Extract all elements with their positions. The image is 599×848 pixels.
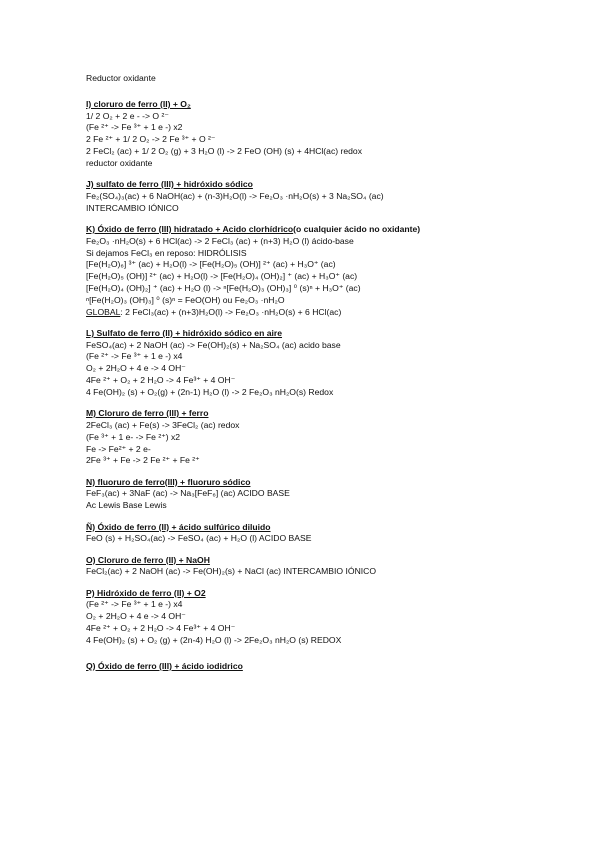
equation-line: Si dejamos FeCl₃ en reposo: HIDRÓLISIS — [86, 247, 247, 258]
global-equation: : 2 FeCl₃(ac) + (n+3)H₂O(l) -> Fe₂O₃ ·nH₂O(s) + 6 HCl(ac) — [120, 306, 342, 317]
equation-line: 2FeCl₃ (ac) + Fe(s) -> 3FeCl₂ (ac) redox — [86, 419, 240, 430]
section-heading-k-note: (o cualquier ácido no oxidante) — [293, 223, 421, 234]
equation-line: O₂ + 2H₂O + 4 e -> 4 OH⁻ — [86, 363, 186, 374]
equation-line: 2Fe ³⁺ + Fe -> 2 Fe ²⁺ + Fe ²⁺ — [86, 455, 200, 466]
equation-line: 4 Fe(OH)₂ (s) + O₂ (g) + (2n-4) H₂O (l) -> 2Fe₂O₃ nH₂O (s) REDOX — [86, 634, 342, 645]
section-heading-n: N) fluoruro de ferro(III) + fluoruro sódico — [86, 476, 251, 487]
section-heading-l: L) Sulfato de ferro (II) + hidróxido sódico en aire — [86, 327, 283, 338]
section-heading-j: J) sulfato de ferro (III) + hidróxido sódico — [86, 179, 253, 190]
equation-line: (Fe ²⁺ -> Fe ³⁺ + 1 e -) x4 — [86, 351, 183, 362]
equation-line: [Fe(H₂O)₆] ³⁺ (ac) + H₂O(l) -> [Fe(H₂O)₅ (OH)] ²⁺ (ac) + H₃O⁺ (ac) — [86, 259, 336, 270]
intro-line: Reductor oxidante — [86, 73, 156, 83]
equation-line: INTERCAMBIO IÓNICO — [86, 202, 179, 213]
section-heading-p: P) Hidróxido de ferro (II) + O2 — [86, 587, 206, 598]
equation-line: Fe₂O₃ ·nH₂O(s) + 6 HCl(ac) -> 2 FeCl₃ (ac) + (n+3) H₂O (l) ácido-base — [86, 235, 354, 246]
equation-line: FeCl₂(ac) + 2 NaOH (ac) -> Fe(OH)₂(s) + NaCl (ac) INTERCAMBIO IÓNICO — [86, 566, 377, 577]
equation-line: 4Fe ²⁺ + O₂ + 2 H₂O -> 4 Fe³⁺ + 4 OH⁻ — [86, 375, 236, 386]
equation-line: [Fe(H₂O)₄ (OH)₂] ⁺ (ac) + H₂O (l) -> ⁿ[Fe(H₂O)₃ (OH)₃] ⁰ (s)ⁿ + H₃O⁺ (ac) — [86, 282, 361, 293]
section-heading-k — [86, 224, 586, 236]
equation-line: reductor oxidante — [86, 157, 153, 168]
document-content — [86, 73, 586, 672]
equation-line: 1/ 2 O₂ + 2 e - -> O ²⁻ — [86, 110, 169, 121]
section-heading-enye: Ñ) Óxido de ferro (II) + ácido sulfúrico diluido — [86, 521, 271, 532]
section-heading-k-title: K) Óxido de ferro (III) hidratado + Acido clorhídrico — [86, 223, 294, 234]
equation-line: FeO (s) + H₂SO₄(ac) -> FeSO₄ (ac) + H₂O (l) ACIDO BASE — [86, 533, 312, 544]
equation-line: ⁿ[Fe(H₂O)₃ (OH)₃] ⁰ (s)ⁿ = FeO(OH) ou Fe₂O₃ ·nH₂O — [86, 294, 285, 305]
equation-line: 2 FeCl₂ (ac) + 1/ 2 O₂ (g) + 3 H₂O (l) -> 2 FeO (OH) (s) + 4HCl(ac) redox — [86, 145, 362, 156]
equation-line: Fe -> Fe²⁺ + 2 e- — [86, 443, 151, 454]
equation-line: Fe₂(SO₄)₃(ac) + 6 NaOH(ac) + (n-3)H₂O(l) -> Fe₂O₃ ·nH₂O(s) + 3 Na₂SO₄ (ac) — [86, 190, 384, 201]
section-heading-q: Q) Óxido de ferro (III) + ácido iodidrico — [86, 660, 243, 671]
equation-line: (Fe ²⁺ -> Fe ³⁺ + 1 e -) x2 — [86, 122, 183, 133]
equation-line: FeSO₄(ac) + 2 NaOH (ac) -> Fe(OH)₂(s) + Na₂SO₄ (ac) acido base — [86, 339, 341, 350]
section-heading-o: O) Cloruro de ferro (II) + NaOH — [86, 554, 210, 565]
equation-line: (Fe ³⁺ + 1 e- -> Fe ²⁺) x2 — [86, 431, 181, 442]
equation-line: Ac Lewis Base Lewis — [86, 500, 167, 511]
section-heading-m: M) Cloruro de ferro (III) + ferro — [86, 408, 209, 419]
equation-line: 2 Fe ²⁺ + 1/ 2 O₂ -> 2 Fe ³⁺ + O ²⁻ — [86, 134, 216, 145]
section-heading-i: I) cloruro de ferro (II) + O₂ — [86, 98, 191, 109]
equation-line: 4Fe ²⁺ + O₂ + 2 H₂O -> 4 Fe³⁺ + 4 OH⁻ — [86, 623, 236, 634]
global-equation-line — [86, 307, 586, 319]
equation-line: 4 Fe(OH)₂ (s) + O₂(g) + (2n-1) H₂O (l) -> 2 Fe₂O₃ nH₂O(s) Redox — [86, 386, 334, 397]
equation-line: O₂ + 2H₂O + 4 e -> 4 OH⁻ — [86, 611, 186, 622]
equation-line: FeF₃(ac) + 3NaF (ac) -> Na₃[FeF₆] (ac) ACIDO BASE — [86, 488, 290, 499]
equation-line: [Fe(H₂O)₅ (OH)] ²⁺ (ac) + H₂O(l) -> [Fe(H₂O)₄ (OH)₂] ⁺ (ac) + H₃O⁺ (ac) — [86, 271, 358, 282]
equation-line: (Fe ²⁺ -> Fe ³⁺ + 1 e -) x4 — [86, 599, 183, 610]
global-label: GLOBAL — [86, 306, 121, 317]
